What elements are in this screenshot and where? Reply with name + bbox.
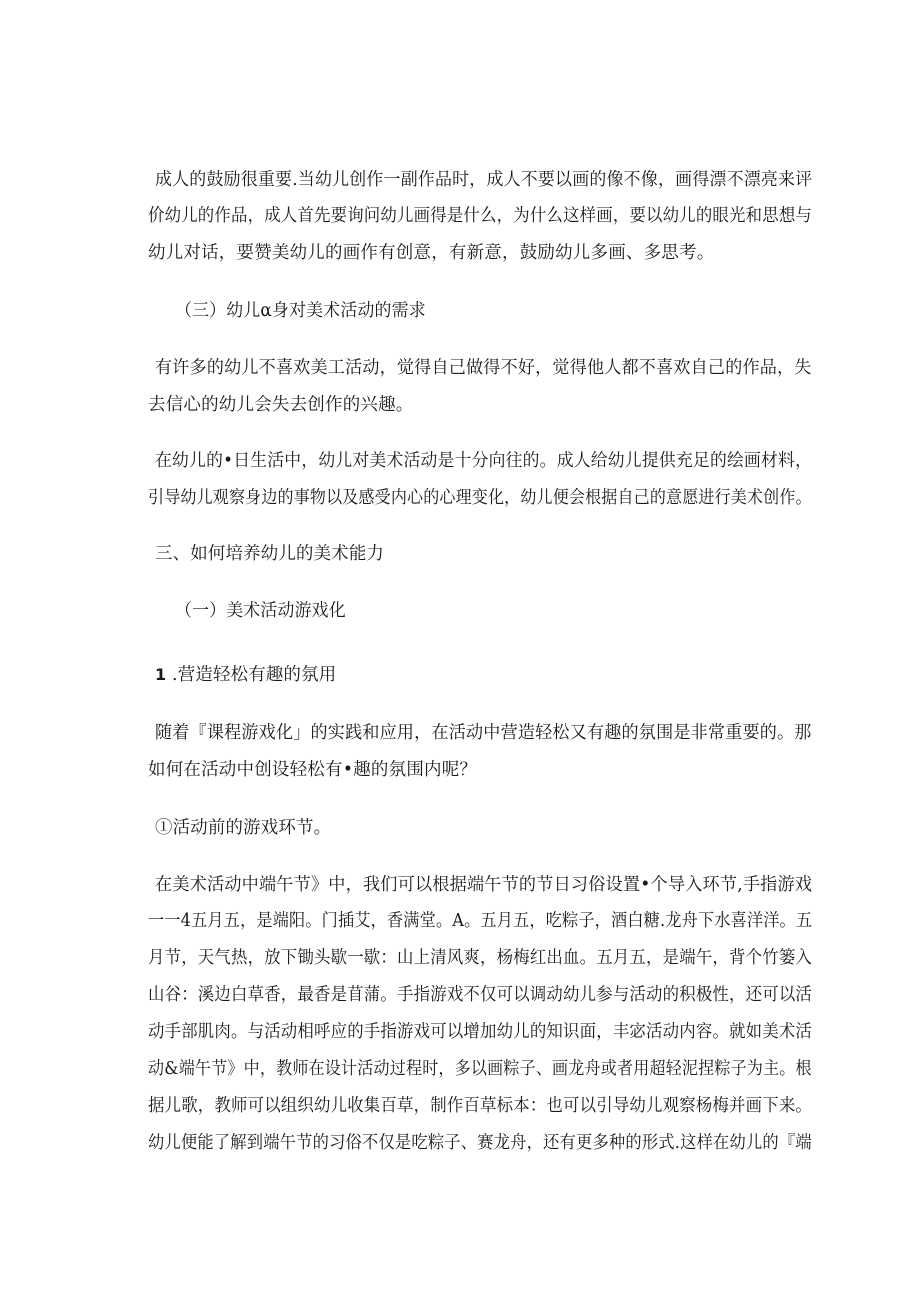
paragraph-2-line-1: 有许多的幼儿不喜欢美工活动，觉得自己做得不好，觉得他人都不喜欢自己的作品，失 <box>155 358 812 378</box>
circled-heading-1: ①活动前的游戏环节。 <box>155 818 332 838</box>
paragraph-1-line-1: 成人的鼓励很重要.当幼儿创作一副作品时，成人不要以画的像不像，画得漂不漂亮来评 <box>155 170 813 190</box>
paragraph-5-line-7: 据儿歌，教师可以组织幼儿收集百草，制作百草标本：也可以引导幼儿观察杨梅并画下来。 <box>148 1096 813 1116</box>
subheading-3: （三）幼儿α身对美术活动的需求 <box>175 301 426 321</box>
paragraph-5-line-6: 动&端午节》中，教师在设计活动过程时，多以画粽子、画龙舟或者用超轻泥捏粽子为主。根 <box>148 1059 812 1079</box>
numbered-heading-number: 1 <box>155 665 167 684</box>
paragraph-1-line-3: 幼儿对话，要赞美幼儿的画作有创意，有新意，鼓励幼儿多画、多思考。 <box>148 243 715 263</box>
numbered-heading-text: .营造轻松有趣的氛用 <box>166 665 337 685</box>
section-heading-3: 三、如何培养幼儿的美术能力 <box>155 544 385 564</box>
paragraph-5-line-5: 动手部肌肉。与活动相呼应的手指游戏可以增加幼儿的知识面，丰宓活动内容。就如美术活 <box>148 1022 813 1042</box>
paragraph-5-line-4: 山谷：溪边白草香，最香是苜蒲。手指游戏不仅可以调动幼儿参与活动的积极性，还可以活 <box>148 985 813 1005</box>
subheading-1: （一）美术活动游戏化 <box>175 601 346 621</box>
paragraph-4-line-2: 如何在活动中创设轻松有•趣的氛围内呢？ <box>148 760 478 780</box>
paragraph-5-line-1: 在美术活动中端午节》中，我们可以根据端午节的节日习俗设置•个导入环节,手指游戏 <box>155 875 813 895</box>
paragraph-5-line-8: 幼儿便能了解到端午节的习俗不仅是吃粽子、赛龙舟，还有更多种的形式.这样在幼儿的『端 <box>148 1133 812 1153</box>
paragraph-5-line-2: 一一4五月五，是端阳。门插艾，香满堂。A。五月五，吃粽子，酒白糖.龙舟下水喜洋洋。五 <box>148 911 813 931</box>
paragraph-4-line-1: 随着『课程游戏化」的实践和应用，在活动中营造轻松又有趣的氛围是非常重要的。那 <box>155 723 812 743</box>
paragraph-3-line-2: 引导幼儿观察身边的事物以及感受内心的心理变化，幼儿便会根据自己的意愿进行美术创作。 <box>148 488 812 508</box>
paragraph-3-line-1: 在幼儿的•日生活中，幼儿对美术活动是十分向往的。成人给幼儿提供充足的绘画材料， <box>155 451 813 471</box>
numbered-heading-1 <box>155 662 812 688</box>
paragraph-5-line-3: 月节，天气热，放下锄头歇一歇：山上清风爽，杨梅红出血。五月五，是端午，背个竹篓入 <box>148 948 813 968</box>
paragraph-2-line-2: 去信心的幼儿会失去创作的兴趣。 <box>148 395 414 415</box>
paragraph-1-line-2: 价幼儿的作品，成人首先要询问幼儿画得是什么，为什么这样画，要以幼儿的眼光和思想与 <box>148 206 813 226</box>
